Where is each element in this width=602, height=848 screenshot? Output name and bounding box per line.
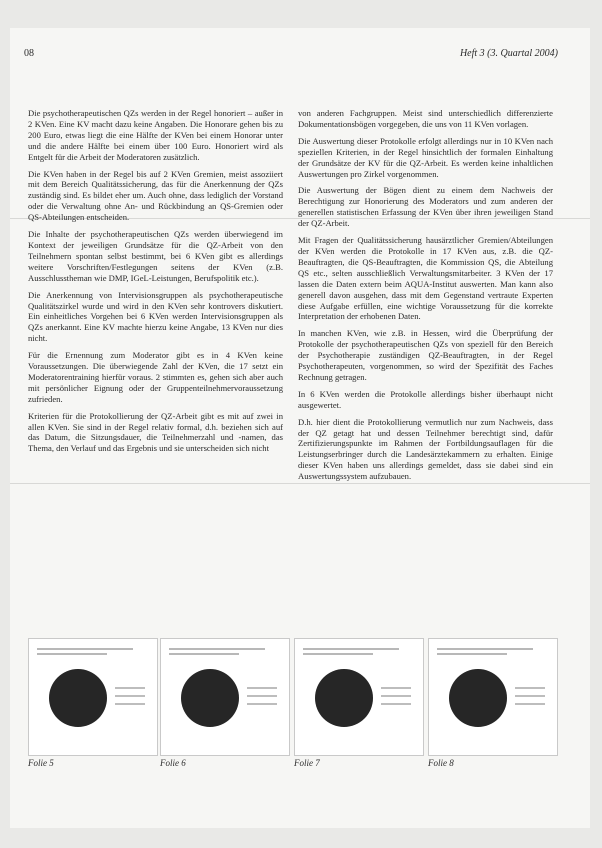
pie-chart-icon [49, 669, 107, 727]
legend-line [515, 703, 545, 705]
legend-line [381, 687, 411, 689]
legend-line [115, 703, 145, 705]
pie-chart-icon [315, 669, 373, 727]
figure-caption: Folie 7 [294, 758, 320, 768]
paragraph: Die Auswertung der Bögen dient zu einem dem Nachweis der Berechtigung zur Honorierung des Moderators und zum anderen der generellen statistischen Erfassung der KVen über ihren jeweiligen Stand der QZ-Arbeit. [298, 185, 553, 229]
paragraph: D.h. hier dient die Protokollierung vermutlich nur zum Nachweis, dass der QZ getagt hat und dessen Teilnehmer berechtigt sind, dafür Zertifizierungspunkte im Rahmen der Fortbildungsauflagen für die Leistungserbringer durch die Landesärztekammern zu erhalten. Einige dieser KVen haben uns allerdings gemeldet, dass sie dabei sind ein Auswertungssystem aufzubauen. [298, 416, 553, 482]
legend-line [515, 687, 545, 689]
slide-subtitle-line [37, 653, 107, 655]
legend-line [381, 703, 411, 705]
slide-thumbnail-7 [294, 638, 424, 756]
slide-subtitle-line [303, 653, 373, 655]
document-page [10, 28, 590, 828]
paragraph: Mit Fragen der Qualitätssicherung hausärztlicher Gremien/Abteilungen der KVen werden die Protokolle in 17 KVen aus, z.B. die QZ-Beauftragten, die QS-Beauftragten, die Kommission QS, die Abteilung QS etc., selten ausschließlich Verwaltungsmitarbeiter. 3 KVen der 17 lassen die Daten extern beim AQUA-Institut auswerten. Man kann also generell davon ausgehen, dass mit dem Gegenstand vertraute Experten diese Aufgabe erfüllen, eine wichtige Voraussetzung für die korrekte Interpretation der erhobenen Daten. [298, 235, 553, 322]
paragraph: von anderen Fachgruppen. Meist sind unterschiedlich differenzierte Dokumentationsbögen vorgegeben, die uns von 11 KVen vorlagen. [298, 108, 553, 129]
paragraph: Kriterien für die Protokollierung der QZ-Arbeit gibt es mit auf zwei in allen KVen. Sie sind in der Regel relativ formal, d.h. beziehen sich auf das Datum, die Sitzungsdauer, die Teilnehmerzahl und -namen, das Thema, den Verlauf und das Ergebnis und sie unterscheiden sich nicht [28, 410, 283, 454]
paragraph: Die Auswertung dieser Protokolle erfolgt allerdings nur in 10 KVen nach speziellen Kriterien, in der Regel hinsichtlich der formalen Einhaltung der Grundsätze der KV für die QZ-Arbeit. Es werden keine inhaltlichen Auswertungen pro Zirkel vorgenommen. [298, 135, 553, 179]
paragraph: Die psychotherapeutischen QZs werden in der Regel honoriert – außer in 2 KVen. Eine KV macht dazu keine Angaben. Die Honorare gehen bis zu 200 Euro, etwas liegt die eine Hälfte der KVen bei einem Honorar unter und die andere Hälfte bei einem über 100 Euro. Honoriert wird als Entgelt für die Arbeit der Moderatoren zusätzlich. [28, 108, 283, 162]
legend-line [115, 695, 145, 697]
slide-title-line [169, 648, 265, 650]
legend-line [381, 695, 411, 697]
paragraph: Für die Ernennung zum Moderator gibt es in 4 KVen keine Voraussetzungen. Die überwiegende Zahl der KVen, die 17 setzt ein Moderatorentraining hierfür voraus. 2 stimmten es, gehen sich aber auch mit persönlicher Eignung oder der Gruppenteilnehmervoraussetzung zufrieden. [28, 350, 283, 404]
figure-caption: Folie 5 [28, 758, 54, 768]
legend-line [247, 695, 277, 697]
figure-caption: Folie 8 [428, 758, 454, 768]
pie-chart-icon [181, 669, 239, 727]
slide-subtitle-line [437, 653, 507, 655]
paragraph: In 6 KVen werden die Protokolle allerdings bisher überhaupt nicht ausgewertet. [298, 388, 553, 410]
slide-title-line [37, 648, 133, 650]
paragraph: In manchen KVen, wie z.B. in Hessen, wird die Überprüfung der Protokolle der psychotherapeutischen QZs von speziell für den Bereich der Psychotherapie zuständigen QZ-Beauftragten, in der Regel Psychotherapeuten, vorgenommen, so wird der Spezifität des Faches Rechnung getragen. [298, 328, 553, 382]
slide-subtitle-line [169, 653, 239, 655]
legend-line [247, 703, 277, 705]
slide-thumbnail-8 [428, 638, 558, 756]
right-column [298, 108, 553, 488]
paragraph: Die Anerkennung von Intervisionsgruppen als psychotherapeutische Qualitätszirkel wurde und wird in den KVen sehr kontrovers diskutiert. Ein einheitliches Vorgehen bei 6 KVen werden Intervisionsgruppen als QZs anerkannt. Eine KV machte hierzu keine Angabe, 13 KVen nur dies nicht. [28, 289, 283, 344]
paragraph: Die Inhalte der psychotherapeutischen QZs werden überwiegend im Kontext der jeweiligen Grundsätze für die QZ-Arbeit von den Teilnehmern spontan selbst bestimmt, bei 6 KVen gibt es allerdings weitere Vorschriften/Festlegungen seitens der KVen (z.B. Ausschlusstheman wie DMP, IGeL-Leistungen, Berufspolitik etc.). [28, 229, 283, 283]
legend-line [247, 687, 277, 689]
slide-title-line [437, 648, 533, 650]
pie-chart-icon [449, 669, 507, 727]
figure-caption: Folie 6 [160, 758, 186, 768]
legend-line [115, 687, 145, 689]
issue-label: Heft 3 (3. Quartal 2004) [459, 48, 558, 59]
left-column [28, 108, 283, 460]
slide-title-line [303, 648, 399, 650]
page-number: 08 [24, 48, 34, 59]
slide-thumbnail-6 [160, 638, 290, 756]
slide-thumbnail-5 [28, 638, 158, 756]
paragraph: Die KVen haben in der Regel bis auf 2 KVen Gremien, meist assoziiert mit dem Bereich Qualitätssicherung, das für die Anerkennung der QZs zuständig sind. Es bildet eher um. Auch ohne, dass lediglich der Vorstand oder die Verwaltung ohne An- und Rückbindung an QS-Gremien oder QS-Abteilungen entscheiden. [28, 168, 283, 223]
legend-line [515, 695, 545, 697]
